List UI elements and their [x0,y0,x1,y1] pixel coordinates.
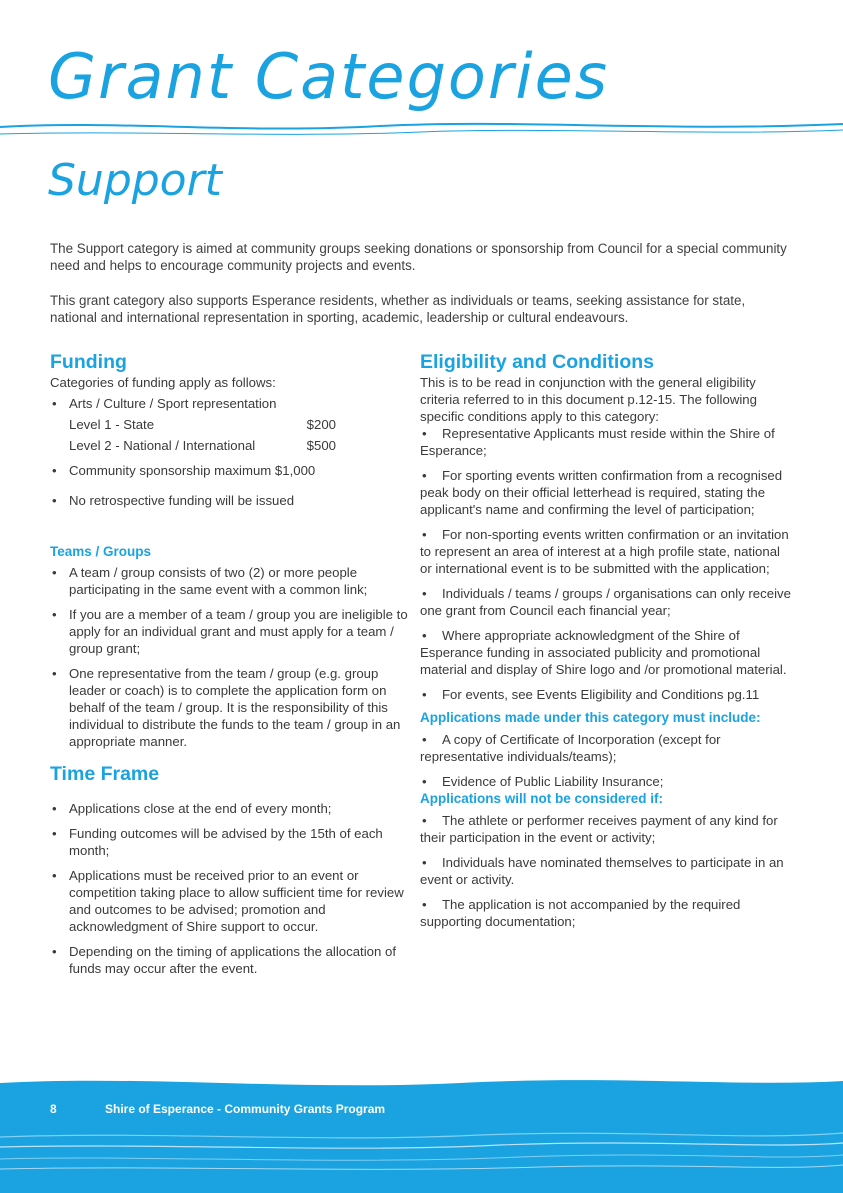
not-considered-list [420,812,792,930]
intro-paragraph-2: This grant category also supports Esperance residents, whether as individuals or teams, seeking assistance for state, national and international representation in sporting, academic, leadership or cultural endeavours. [50,293,746,325]
list-item: • Applications must be received prior to an event or competition taking place to allow sufficient time for review and outcomes to be advised; promotion and acknowledgment of Shire support to occur. [50,867,410,935]
list-item: • If you are a member of a team / group you are ineligible to apply for an individual grant and must apply for a team / group grant; [50,606,410,657]
funding-list-2 [50,462,410,509]
funding-level-label: Level 1 - State [69,417,155,432]
footer-wave-band [0,1075,843,1193]
funding-lead: Categories of funding apply as follows: [50,375,276,390]
list-item: • The athlete or performer receives payment of any kind for their participation in the event or activity; [420,813,778,845]
not-considered-heading: Applications will not be considered if: [420,791,664,806]
list-item: • Funding outcomes will be advised by the 15th of each month; [50,825,410,859]
list-item: • Representative Applicants must reside within the Shire of Esperance; [420,426,775,458]
list-item: • No retrospective funding will be issued [50,492,410,509]
left-column [50,350,410,977]
footer-title: Shire of Esperance - Community Grants Program [105,1102,386,1116]
list-item: • Depending on the timing of applications the allocation of funds may occur after the event. [50,943,410,977]
timeframe-heading: Time Frame [50,763,160,785]
must-include-heading: Applications made under this category must include: [420,710,761,725]
list-item: • For non-sporting events written confirmation or an invitation to represent an area of interest at a high profile state, national or international event is to be submitted with the application; [420,527,789,576]
list-item: • Where appropriate acknowledgment of the Shire of Esperance funding in associated publicity and promotional material and display of Shire logo and /or promotional material. [420,628,787,677]
list-item: • Individuals have nominated themselves to participate in an event or activity. [420,855,784,887]
eligibility-heading: Eligibility and Conditions [420,351,654,373]
list-item: • Individuals / teams / groups / organisations can only receive one grant from Council each financial year; [420,586,791,618]
list-item: • One representative from the team / group (e.g. group leader or coach) is to complete the application form on behalf of the team / group. It is the responsibility of this individual to distribute the funds to the team / group in an appropriate manner. [50,665,410,750]
list-item: • Applications close at the end of every month; [50,800,410,817]
funding-list [50,395,410,412]
list-item: • Evidence of Public Liability Insurance; [422,774,664,789]
teams-list [50,564,410,750]
list-item: • A team / group consists of two (2) or more people participating in the same event with a common link; [50,564,410,598]
funding-heading: Funding [50,351,127,373]
title-wave-divider [0,110,843,150]
eligibility-list [420,425,792,703]
list-item: • For sporting events written confirmation from a recognised peak body on their official letterhead is required, stating the applicant's name and confirming the level of participation; [420,468,783,517]
funding-level-label: Level 2 - National / International [69,438,256,453]
timeframe-list [50,800,410,977]
eligibility-lead: This is to be read in conjunction with the general eligibility criteria referred to in this document p.12-15. The following specific conditions apply to this category: [420,375,757,424]
right-column [420,350,792,930]
page-title: Grant Categories [48,40,610,113]
list-item: • Community sponsorship maximum $1,000 [50,462,410,479]
section-title: Support [48,155,222,206]
page-number: 8 [50,1102,57,1116]
funding-level-amount: $200 [306,417,336,432]
funding-level-row [50,437,336,454]
funding-level-row [50,416,336,433]
list-item: • For events, see Events Eligibility and Conditions pg.11 [422,687,760,702]
list-item: • Arts / Culture / Sport representation [50,395,410,412]
funding-level-amount: $500 [306,438,336,453]
intro-paragraph-1: The Support category is aimed at community groups seeking donations or sponsorship from Council for a special community need and helps to encourage community projects and events. [50,241,787,273]
list-item: • A copy of Certificate of Incorporation (except for representative individuals/teams); [420,732,721,764]
teams-heading: Teams / Groups [50,544,152,559]
must-include-list [420,731,792,790]
list-item: • The application is not accompanied by the required supporting documentation; [420,897,741,929]
